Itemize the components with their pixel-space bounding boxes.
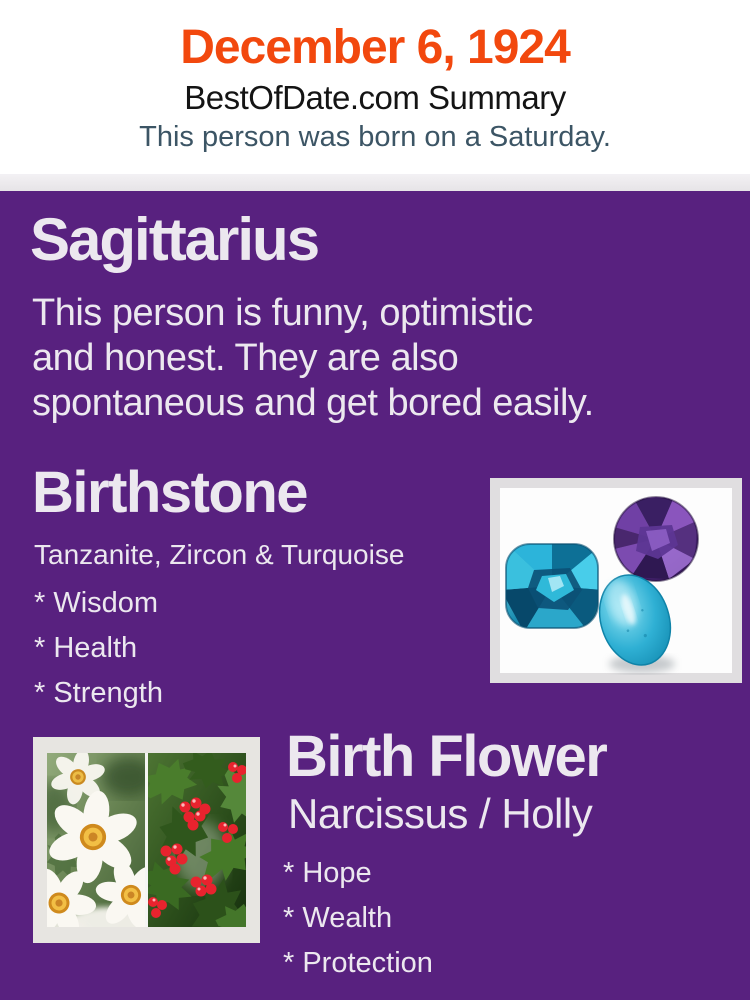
zodiac-description-line: and honest. They are also (32, 337, 459, 379)
photo-split-line (145, 753, 148, 927)
summary-panel (0, 191, 750, 1000)
blue-zircon-gem (501, 536, 603, 632)
birthstone-image (490, 478, 742, 683)
birth-flower-traits-list (283, 851, 433, 986)
weekday-note: This person was born on a Saturday. (139, 120, 611, 153)
zodiac-description (32, 291, 594, 426)
birth-flower-image (33, 737, 260, 943)
zodiac-description-line: spontaneous and get bored easily. (32, 382, 594, 424)
date-title: December 6, 1924 (180, 21, 570, 74)
birthstone-trait: * Health (34, 632, 138, 664)
birth-flower-names: Narcissus / Holly (288, 790, 593, 837)
tanzanite-gem (614, 497, 698, 581)
birth-flower-title: Birth Flower (286, 724, 607, 789)
site-title: BestOfDate.com Summary (184, 78, 566, 116)
birth-flower-trait: * Wealth (283, 902, 393, 934)
gemstones-photo (490, 478, 742, 683)
birth-flower-trait: * Protection (283, 947, 433, 979)
birthstone-traits-list (34, 581, 163, 716)
birthstone-trait: * Wisdom (34, 587, 159, 619)
divider-bar (0, 174, 750, 191)
zodiac-sign-title: Sagittarius (30, 206, 319, 273)
zodiac-description-line: This person is funny, optimistic (32, 292, 533, 334)
birthstone-trait: * Strength (34, 677, 163, 709)
birthstone-title: Birthstone (32, 460, 307, 525)
birth-flower-trait: * Hope (283, 857, 372, 889)
flowers-photo (33, 737, 260, 943)
birthstone-names: Tanzanite, Zircon & Turquoise (34, 539, 405, 570)
holly-photo (130, 744, 260, 943)
page-header (0, 0, 750, 174)
